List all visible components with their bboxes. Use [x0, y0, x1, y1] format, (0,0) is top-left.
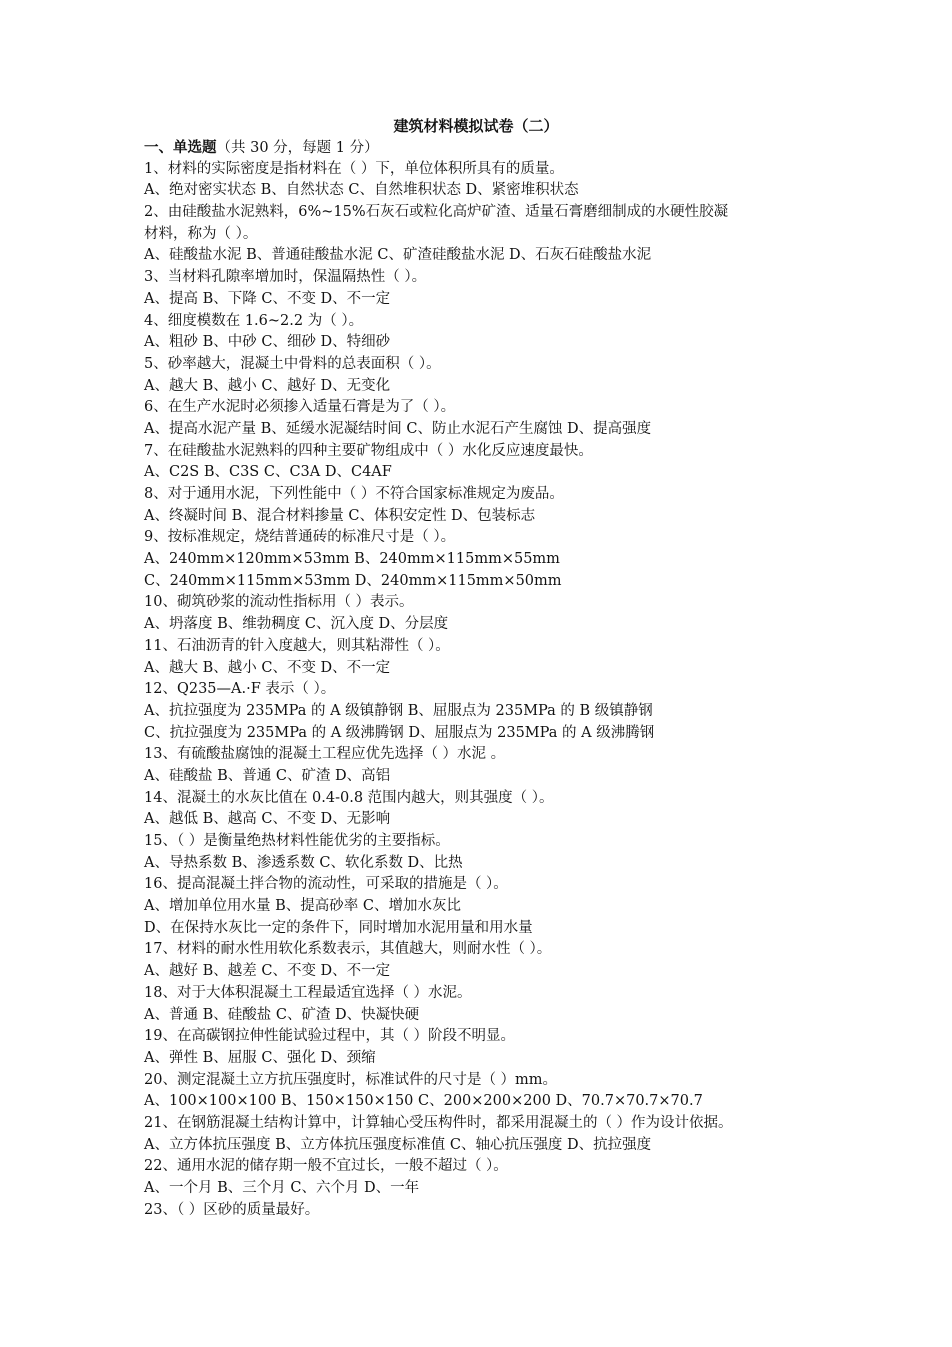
question-15: 15、（ ）是衡量绝热材料性能优劣的主要指标。 — [144, 833, 450, 849]
question-17-options: A、越好 B、越差 C、不变 D、不一定 — [144, 963, 391, 980]
question-2: 2、由硅酸盐水泥熟料，6%~15%石灰石或粒化高炉矿渣、适量石膏磨细制成的水硬性胶凝 — [144, 204, 729, 221]
question-6: 6、在生产水泥时必须掺入适量石膏是为了（ ）。 — [144, 399, 456, 416]
question-12-options-cd: C、抗拉强度为 235MPa 的 A 级沸腾钢 D、屈服点为 235MPa 的 A 级沸腾钢 — [144, 724, 655, 741]
question-14: 14、混凝土的水灰比值在 0.4-0.8 范围内越大，则其强度（ ）。 — [144, 789, 554, 806]
question-15-options: A、导热系数 B、渗透系数 C、软化系数 D、比热 — [144, 854, 463, 871]
section-heading — [144, 137, 824, 159]
question-10-options: A、坍落度 B、维勃稠度 C、沉入度 D、分层度 — [144, 616, 449, 633]
question-1: 1、材料的实际密度是指材料在（ ）下，单位体积所具有的质量。 — [144, 160, 564, 177]
question-12: 12、Q235—A.·F 表示（ ）。 — [144, 681, 336, 698]
question-20: 20、测定混凝土立方抗压强度时，标准试件的尺寸是（ ）mm。 — [144, 1071, 558, 1088]
question-22-options: A、一个月 B、三个月 C、六个月 D、一年 — [144, 1180, 420, 1196]
question-14-options: A、越低 B、越高 C、不变 D、无影响 — [144, 811, 391, 828]
question-2-options: A、硅酸盐水泥 B、普通硅酸盐水泥 C、矿渣硅酸盐水泥 D、石灰石硅酸盐水泥 — [144, 247, 652, 264]
question-4: 4、细度模数在 1.6~2.2 为（ ）。 — [144, 312, 364, 329]
question-3: 3、当材料孔隙率增加时，保温隔热性（ ）。 — [144, 269, 427, 286]
question-3-options: A、提高 B、下降 C、不变 D、不一定 — [144, 290, 391, 307]
question-8: 8、对于通用水泥，下列性能中（ ）不符合国家标准规定为废品。 — [144, 486, 564, 502]
question-18-options: A、普通 B、硅酸盐 C、矿渣 D、快凝快硬 — [144, 1006, 420, 1023]
question-19-options: A、弹性 B、屈服 C、强化 D、颈缩 — [144, 1049, 376, 1066]
question-23: 23、（ ）区砂的质量最好。 — [144, 1201, 320, 1218]
section-heading-note: （共 30 分，每题 1 分） — [216, 140, 379, 156]
question-7: 7、在硅酸盐水泥熟料的四种主要矿物组成中（ ）水化反应速度最快。 — [144, 442, 593, 459]
question-11: 11、石油沥青的针入度越大，则其粘滞性（ ）。 — [144, 637, 450, 654]
question-11-options: A、越大 B、越小 C、不变 D、不一定 — [144, 659, 391, 676]
question-7-options: A、C2S B、C3S C、C3A D、C4AF — [144, 464, 392, 481]
question-4-options: A、粗砂 B、中砂 C、细砂 D、特细砂 — [144, 334, 391, 351]
question-13-options: A、硅酸盐 B、普通 C、矿渣 D、高铝 — [144, 767, 391, 784]
question-6-options: A、提高水泥产量 B、延缓水泥凝结时间 C、防止水泥石产生腐蚀 D、提高强度 — [144, 420, 652, 437]
question-content — [144, 137, 824, 1221]
question-9-options-ab: A、240mm×120mm×53mm B、240mm×115mm×55mm — [144, 551, 560, 568]
question-18: 18、对于大体积混凝土工程最适宜选择（ ）水泥。 — [144, 984, 472, 1001]
question-16: 16、提高混凝土拌合物的流动性，可采取的措施是（ ）。 — [144, 876, 508, 893]
question-5: 5、砂率越大，混凝土中骨料的总表面积（ ）。 — [144, 355, 441, 372]
question-17: 17、材料的耐水性用软化系数表示，其值越大，则耐水性（ ）。 — [144, 941, 552, 958]
question-2-continued: 材料，称为（ ）。 — [144, 225, 258, 242]
question-19: 19、在高碳钢拉伸性能试验过程中，其（ ）阶段不明显。 — [144, 1028, 516, 1045]
question-22: 22、通用水泥的储存期一般不宜过长，一般不超过（ ）。 — [144, 1158, 508, 1175]
question-20-options: A、100×100×100 B、150×150×150 C、200×200×200 D、70.7×70.7×70.7 — [144, 1093, 703, 1110]
question-13: 13、有硫酸盐腐蚀的混凝土工程应优先选择（ ）水泥 。 — [144, 746, 506, 763]
question-1-options: A、绝对密实状态 B、自然状态 C、自然堆积状态 D、紧密堆积状态 — [144, 182, 579, 199]
question-8-options: A、终凝时间 B、混合材料掺量 C、体积安定性 D、包装标志 — [144, 507, 536, 524]
exam-title: 建筑材料模拟试卷（二） — [393, 117, 559, 135]
question-5-options: A、越大 B、越小 C、越好 D、无变化 — [144, 377, 391, 394]
question-9: 9、按标准规定，烧结普通砖的标准尺寸是（ ）。 — [144, 529, 456, 546]
question-21-options: A、立方体抗压强度 B、立方体抗压强度标准值 C、轴心抗压强度 D、抗拉强度 — [144, 1136, 652, 1153]
question-16-options-abc: A、增加单位用水量 B、提高砂率 C、增加水灰比 — [144, 898, 461, 915]
section-heading-label: 一、单选题 — [144, 139, 217, 156]
question-9-options-cd: C、240mm×115mm×53mm D、240mm×115mm×50mm — [144, 572, 562, 589]
question-10: 10、砌筑砂浆的流动性指标用（ ）表示。 — [144, 594, 414, 611]
question-21: 21、在钢筋混凝土结构计算中，计算轴心受压构件时，都采用混凝土的（ ）作为设计依据。 — [144, 1114, 733, 1131]
question-12-options-ab: A、抗拉强度为 235MPa 的 A 级镇静钢 B、屈服点为 235MPa 的 B 级镇静钢 — [144, 702, 653, 719]
question-16-option-d: D、在保持水灰比一定的条件下，同时增加水泥用量和用水量 — [144, 919, 533, 936]
